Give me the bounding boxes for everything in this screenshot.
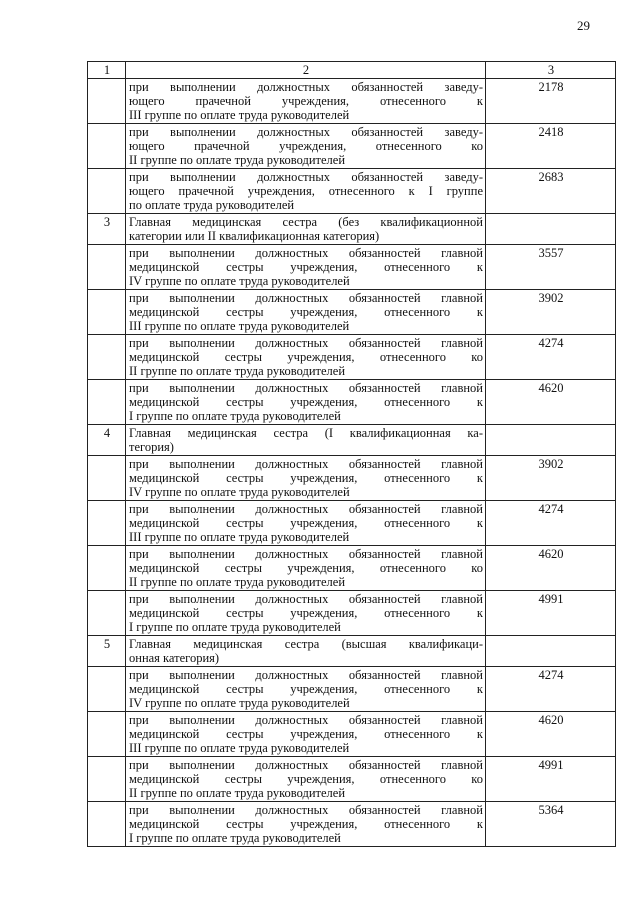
description-line: при выполнении должностных обязанностей главной [129,291,483,305]
table-row [88,79,616,124]
row-number [88,79,126,124]
description-line: при выполнении должностных обязанностей главной [129,713,483,727]
table-row [88,712,616,757]
row-description [126,591,486,636]
table-row [88,380,616,425]
table-row [88,667,616,712]
description-line: по оплате труда руководителей [129,198,295,212]
row-description [126,501,486,546]
row-description [126,712,486,757]
row-description [126,124,486,169]
row-number [88,712,126,757]
row-value [486,214,616,245]
description-line: при выполнении должностных обязанностей главной [129,758,483,772]
row-description [126,802,486,847]
description-line: IV группе по оплате труда руководителей [129,485,350,499]
row-value: 4274 [486,501,616,546]
row-value: 4620 [486,712,616,757]
description-line: при выполнении должностных обязанностей главной [129,592,483,606]
description-line: при выполнении должностных обязанностей главной [129,336,483,350]
row-number [88,124,126,169]
description-line: медицинской сестры учреждения, отнесенного ко [129,772,483,786]
row-number [88,335,126,380]
row-number: 3 [88,214,126,245]
row-number [88,591,126,636]
description-line: при выполнении должностных обязанностей заведу- [129,125,483,139]
description-line: I группе по оплате труда руководителей [129,620,341,634]
row-value: 4991 [486,591,616,636]
table-row [88,290,616,335]
table-row [88,124,616,169]
table-row [88,546,616,591]
row-value: 4274 [486,335,616,380]
description-line: II группе по оплате труда руководителей [129,786,346,800]
description-line: медицинской сестры учреждения, отнесенного к [129,305,483,319]
table-row [88,636,616,667]
row-number: 4 [88,425,126,456]
description-line: при выполнении должностных обязанностей заведу- [129,80,483,94]
table-row [88,501,616,546]
table-row [88,591,616,636]
row-description [126,425,486,456]
row-value: 4991 [486,757,616,802]
description-line: I группе по оплате труда руководителей [129,831,341,845]
row-value: 3902 [486,456,616,501]
description-line: II группе по оплате труда руководителей [129,153,346,167]
description-line: при выполнении должностных обязанностей главной [129,502,483,516]
row-value: 4274 [486,667,616,712]
row-description [126,290,486,335]
description-line: III группе по оплате труда руководителей [129,108,350,122]
row-value: 5364 [486,802,616,847]
description-line: IV группе по оплате труда руководителей [129,696,350,710]
description-line: медицинской сестры учреждения, отнесенного ко [129,350,483,364]
description-line: ющего прачечной учреждения, отнесенного ко [129,139,483,153]
description-line: категории или II квалификационная категория) [129,229,380,243]
description-line: при выполнении должностных обязанностей главной [129,803,483,817]
row-description [126,757,486,802]
row-value: 2178 [486,79,616,124]
table-body [88,62,616,847]
row-number [88,169,126,214]
description-line: при выполнении должностных обязанностей главной [129,457,483,471]
row-value: 4620 [486,546,616,591]
description-line: ющего прачечной учреждения, отнесенного к I группе [129,184,483,198]
row-value [486,636,616,667]
description-line: медицинской сестры учреждения, отнесенного к [129,727,483,741]
table-row [88,169,616,214]
description-line: III группе по оплате труда руководителей [129,530,350,544]
table-row [88,757,616,802]
salary-table [87,61,616,847]
row-description [126,245,486,290]
table-row [88,214,616,245]
row-number [88,290,126,335]
row-number [88,456,126,501]
row-number [88,667,126,712]
description-line: при выполнении должностных обязанностей главной [129,246,483,260]
table-row [88,335,616,380]
row-number: 5 [88,636,126,667]
row-number [88,245,126,290]
row-number [88,757,126,802]
description-line: тегория) [129,440,174,454]
description-line: Главная медицинская сестра (I квалификационная ка- [129,426,483,440]
row-description [126,667,486,712]
description-line: медицинской сестры учреждения, отнесенного к [129,395,483,409]
table-row [88,245,616,290]
row-description [126,169,486,214]
description-line: Главная медицинская сестра (без квалификационной [129,215,483,229]
table-header-row [88,62,616,79]
row-value: 4620 [486,380,616,425]
row-number [88,380,126,425]
row-value: 2683 [486,169,616,214]
row-description [126,456,486,501]
header-col-2: 2 [126,62,486,79]
description-line: при выполнении должностных обязанностей заведу- [129,170,483,184]
description-line: медицинской сестры учреждения, отнесенного к [129,817,483,831]
description-line: II группе по оплате труда руководителей [129,364,346,378]
description-line: II группе по оплате труда руководителей [129,575,346,589]
description-line: III группе по оплате труда руководителей [129,319,350,333]
table-row [88,456,616,501]
description-line: III группе по оплате труда руководителей [129,741,350,755]
row-description [126,214,486,245]
row-number [88,802,126,847]
description-line: онная категория) [129,651,220,665]
description-line: I группе по оплате труда руководителей [129,409,341,423]
row-description [126,335,486,380]
row-description [126,546,486,591]
table-row [88,425,616,456]
row-description [126,636,486,667]
description-line: ющего прачечной учреждения, отнесенного к [129,94,483,108]
description-line: медицинской сестры учреждения, отнесенного к [129,471,483,485]
row-value: 3557 [486,245,616,290]
description-line: медицинской сестры учреждения, отнесенного к [129,516,483,530]
header-col-1: 1 [88,62,126,79]
description-line: Главная медицинская сестра (высшая квалификаци- [129,637,483,651]
description-line: медицинской сестры учреждения, отнесенного к [129,260,483,274]
description-line: при выполнении должностных обязанностей главной [129,547,483,561]
row-description [126,380,486,425]
header-col-3: 3 [486,62,616,79]
page-number: 29 [577,18,590,33]
row-number [88,501,126,546]
row-description [126,79,486,124]
description-line: медицинской сестры учреждения, отнесенного к [129,606,483,620]
row-value: 3902 [486,290,616,335]
description-line: при выполнении должностных обязанностей главной [129,668,483,682]
row-value: 2418 [486,124,616,169]
description-line: медицинской сестры учреждения, отнесенного к [129,682,483,696]
description-line: при выполнении должностных обязанностей главной [129,381,483,395]
row-value [486,425,616,456]
row-number [88,546,126,591]
description-line: медицинской сестры учреждения, отнесенного ко [129,561,483,575]
description-line: IV группе по оплате труда руководителей [129,274,350,288]
table-row [88,802,616,847]
